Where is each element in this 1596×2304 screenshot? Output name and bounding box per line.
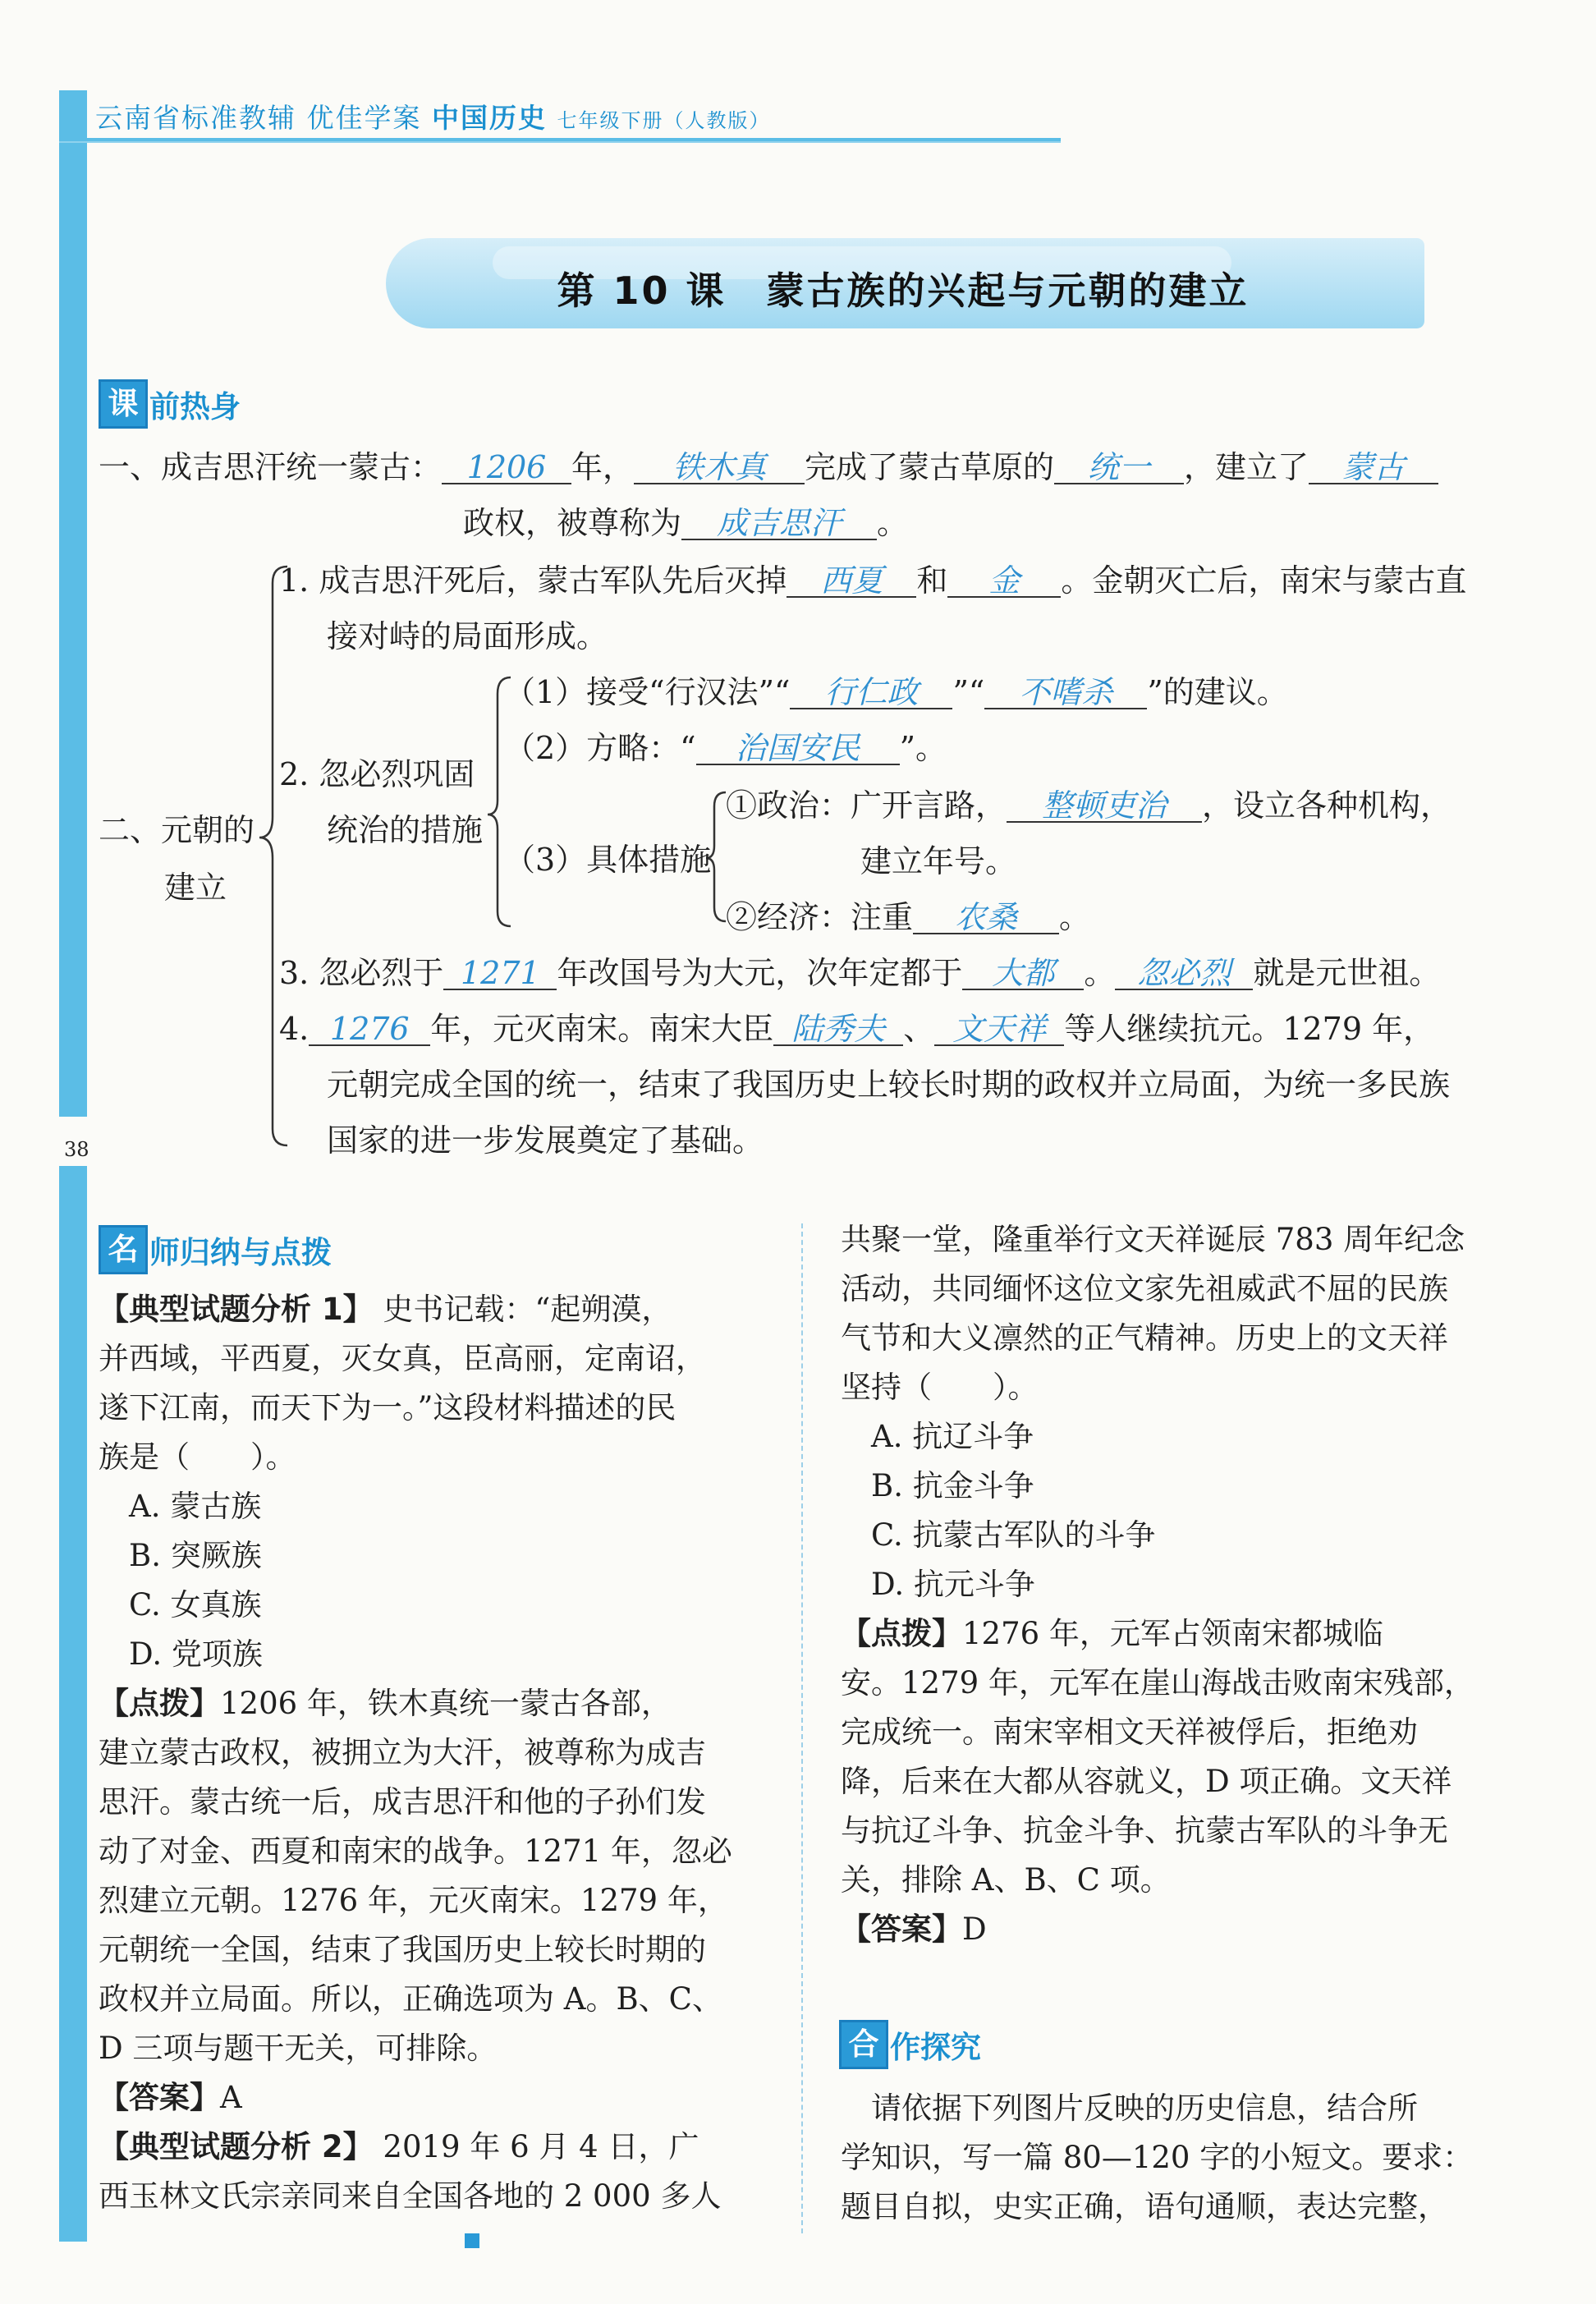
line-text: 坚持（ ）。: [841, 1370, 1039, 1405]
text-line: [841, 2084, 1514, 2133]
point4-line3: 国家的进一步发展奠定了基础。: [327, 1122, 764, 1159]
text: 年，: [571, 449, 635, 485]
text-line: [99, 1876, 772, 1925]
text: 年改国号为大元，次年定都于: [557, 955, 963, 991]
analysis-right-column: [841, 1215, 1514, 1954]
text: 。: [877, 505, 909, 541]
item2-label-line2: 建立: [164, 870, 227, 906]
text-line: [99, 1531, 772, 1581]
text: 年，元灭南宋。南宋大臣: [430, 1011, 774, 1047]
measure3-politics: [726, 787, 1452, 824]
text-line: [99, 1975, 772, 2024]
section-heading-rest: 前热身: [149, 389, 241, 425]
line-text: 2019 年 6 月 4 日，广: [373, 2129, 699, 2164]
line-text: C. 女真族: [99, 1587, 262, 1622]
text-line: [841, 1215, 1514, 1264]
line-text: 题目自拟，史实正确，语句通顺，表达完整，: [841, 2189, 1448, 2224]
blank-temujin: 铁木真: [634, 452, 805, 484]
line-text: 关，排除 A、B、C 项。: [841, 1862, 1171, 1898]
line-text: C. 抗蒙古军队的斗争: [841, 1517, 1156, 1553]
text: 。金朝灭亡后，南宋与蒙古直: [1061, 562, 1467, 599]
line-text: 政权并立局面。所以，正确选项为 A。B、C、: [99, 1981, 722, 2017]
text: ”“: [952, 674, 985, 710]
text-line: [99, 2123, 772, 2172]
blank-officials: 整顿吏治: [1007, 790, 1202, 823]
text-line: [99, 1728, 772, 1778]
item2-label-line1: 二、元朝的: [99, 812, 255, 848]
text: 政权，被尊称为: [463, 505, 682, 541]
lesson-title: 第 10 课 蒙古族的兴起与元朝的建立: [557, 268, 1250, 313]
measure1: [504, 674, 1288, 710]
line-text: 并西域，平西夏，灭女真，臣高丽，定南诏，: [99, 1341, 706, 1376]
blank-kublai: 忽必烈: [1115, 957, 1253, 990]
text-line: [99, 1384, 772, 1433]
text-line: [841, 1609, 1514, 1659]
text-line: [841, 1806, 1514, 1856]
analysis-left-column: [99, 1285, 772, 2221]
line-text: 请依据下列图片反映的历史信息，结合所: [841, 2091, 1418, 2126]
header-grade: 七年级下册（人教版）: [557, 109, 771, 132]
blank-mongol: 蒙古: [1309, 452, 1438, 484]
text-line: [841, 1856, 1514, 1905]
text-line: [99, 1433, 772, 1482]
line-text: A. 抗辽斗争: [841, 1419, 1034, 1454]
text: ①政治：广开言路，: [726, 787, 1007, 824]
text-line: [841, 1412, 1514, 1462]
text: 和: [916, 562, 948, 599]
header-brand: 云南省标准教辅: [95, 102, 296, 134]
line-text: B. 抗金斗争: [841, 1468, 1034, 1503]
line-text: 元朝统一全国，结束了我国历史上较长时期的: [99, 1932, 706, 1967]
line-text: D: [962, 1912, 987, 1947]
text-line: [99, 1581, 772, 1630]
line-text: 安。1279 年，元军在崖山海战击败南宋残部，: [841, 1665, 1474, 1700]
blank-jin: 金: [947, 565, 1061, 598]
text-line: [99, 1925, 772, 1975]
line-text: A: [220, 2080, 242, 2115]
line-text: D 三项与题干无关，可排除。: [99, 2031, 498, 2066]
text: ，建立了: [1184, 449, 1309, 485]
line-text: 西玉林文氏宗亲同来自全国各地的 2 000 多人: [99, 2178, 722, 2214]
line-text: 气节和大义凛然的正气精神。历史上的文天祥: [841, 1320, 1448, 1356]
bold-label: 【典型试题分析 1】: [99, 1292, 374, 1327]
line-text: 1276 年，元军占领南宋都城临: [962, 1616, 1383, 1651]
point2-label2: 统治的措施: [327, 812, 484, 848]
bold-label: 【答案】: [99, 2080, 220, 2115]
text-line: [99, 1679, 772, 1728]
column-divider: [801, 1223, 803, 2233]
blank-1276: 1276: [309, 1013, 430, 1046]
header-subject: 中国历史: [432, 102, 547, 134]
text: 完成了蒙古草原的: [805, 449, 1055, 485]
line-text: 族是（ ）。: [99, 1439, 296, 1475]
text-line: [841, 1708, 1514, 1757]
text-line: [841, 2133, 1514, 2182]
section-heading-rest: 作探究: [890, 2030, 981, 2065]
bold-label: 【点拨】: [841, 1616, 962, 1651]
section-box-char: 合: [839, 2020, 888, 2069]
text: 3. 忽必烈于: [279, 955, 444, 991]
blank-benevolent: 行仁政: [790, 677, 952, 709]
text: （1）接受“行汉法”“: [504, 674, 791, 710]
line-text: 完成统一。南宋宰相文天祥被俘后，拒绝劝: [841, 1714, 1418, 1750]
text: ”的建议。: [1147, 674, 1288, 710]
point2-label1: 2. 忽必烈巩固: [279, 756, 475, 792]
measure3-politics-2: 建立年号。: [860, 843, 1017, 879]
blank-1271: 1271: [443, 957, 557, 990]
bold-label: 【典型试题分析 2】: [99, 2129, 374, 2164]
point1-line1: [279, 562, 1467, 599]
section-heading-cooperation: [839, 2020, 981, 2069]
text: 就是元世祖。: [1253, 955, 1441, 991]
blank-xixia: 西夏: [787, 565, 916, 598]
text-line: [99, 1482, 772, 1531]
text: ，设立各种机构，: [1202, 787, 1452, 824]
point3: [279, 957, 1440, 990]
section-box-char: 名: [99, 1225, 148, 1274]
text-line: [99, 2073, 772, 2123]
text: ②经济：注重: [726, 899, 914, 935]
section-box-char: 课: [99, 379, 148, 429]
measure3-label: （3）具体措施: [504, 842, 712, 878]
line-text: D. 党项族: [99, 1636, 263, 1672]
text-line: [841, 1560, 1514, 1609]
blank-genghis: 成吉思汗: [681, 507, 877, 540]
text: 等人继续抗元。1279 年，: [1064, 1011, 1435, 1047]
text-line: [99, 1334, 772, 1384]
text: 。: [1084, 955, 1116, 991]
text-line: [841, 2182, 1514, 2232]
blank-lu-xiufu: 陆秀夫: [773, 1013, 903, 1046]
text: 、: [903, 1011, 935, 1047]
text-line: [841, 1363, 1514, 1412]
text-line: [841, 1264, 1514, 1314]
blank-dadu: 大都: [962, 957, 1084, 990]
line-text: A. 蒙古族: [99, 1489, 262, 1524]
text: ”。: [899, 730, 947, 766]
text-line: [841, 1905, 1514, 1954]
text-line: [841, 1314, 1514, 1363]
measure2: [504, 732, 947, 765]
bold-label: 【点拨】: [99, 1686, 220, 1721]
line-text: 降，后来在大都从容就义，D 项正确。文天祥: [841, 1764, 1452, 1799]
section-heading-rest: 师归纳与点拨: [149, 1235, 332, 1270]
line-text: D. 抗元斗争: [841, 1567, 1035, 1602]
blank-agriculture: 农桑: [913, 902, 1059, 934]
text-line: [99, 1778, 772, 1827]
bold-label: 【答案】: [841, 1912, 962, 1947]
text: 4.: [279, 1011, 310, 1047]
cooperation-text: [841, 2084, 1514, 2232]
blank-no-killing: 不嗜杀: [984, 677, 1147, 709]
line-text: 共聚一堂，隆重举行文天祥诞辰 783 周年纪念: [841, 1222, 1465, 1257]
text-line: [841, 1659, 1514, 1708]
line-text: 动了对金、西夏和南宋的战争。1271 年，忽必: [99, 1834, 732, 1869]
text: 。: [1059, 899, 1091, 935]
text-line: [99, 2172, 772, 2221]
line-text: 1206 年，铁木真统一蒙古各部，: [220, 1686, 672, 1721]
point4-line1: [279, 1013, 1434, 1046]
text-line: [841, 1757, 1514, 1806]
blank-unify: 统一: [1054, 452, 1184, 484]
page-number: 38: [64, 1138, 89, 1161]
text-line: [841, 1511, 1514, 1560]
line-text: 与抗辽斗争、抗金斗争、抗蒙古军队的斗争无: [841, 1813, 1448, 1848]
blank-wen-tianxiang: 文天祥: [934, 1013, 1064, 1046]
item1-label: 一、成吉思汗统一蒙古：: [99, 449, 443, 485]
measure3-economy: [726, 899, 1091, 935]
text-line: [841, 1462, 1514, 1511]
header-series: 优佳学案: [306, 102, 422, 134]
line-text: 活动，共同缅怀这位文家先祖威武不屈的民族: [841, 1271, 1448, 1306]
line-text: 烈建立元朝。1276 年，元灭南宋。1279 年，: [99, 1883, 728, 1918]
text-line: [99, 1285, 772, 1334]
line-text: 遂下江南，而天下为一。”这段材料描述的民: [99, 1390, 676, 1425]
line-text: 建立蒙古政权，被拥立为大汗，被尊称为成吉: [99, 1735, 706, 1770]
line-text: 思汗。蒙古统一后，成吉思汗和他的子孙们发: [99, 1784, 706, 1820]
text-line: [99, 2024, 772, 2073]
line-text: 学知识，写一篇 80—120 字的小短文。要求：: [841, 2140, 1474, 2175]
section-heading-teacher: [99, 1225, 332, 1274]
blank-govern: 治国安民: [696, 732, 900, 765]
text: 1. 成吉思汗死后，蒙古军队先后灭掉: [279, 562, 787, 599]
point4-line2: 元朝完成全国的统一，结束了我国历史上较长时期的政权并立局面，为统一多民族: [327, 1067, 1451, 1103]
line-text: 史书记载：“起朔漠，: [373, 1292, 672, 1327]
text: （2）方略：“: [504, 730, 696, 766]
text-line: [99, 1827, 772, 1876]
point1-line2: 接对峙的局面形成。: [327, 618, 608, 654]
line-text: B. 突厥族: [99, 1538, 262, 1573]
text-line: [99, 1630, 772, 1679]
blank-year-1206: 1206: [442, 452, 571, 484]
